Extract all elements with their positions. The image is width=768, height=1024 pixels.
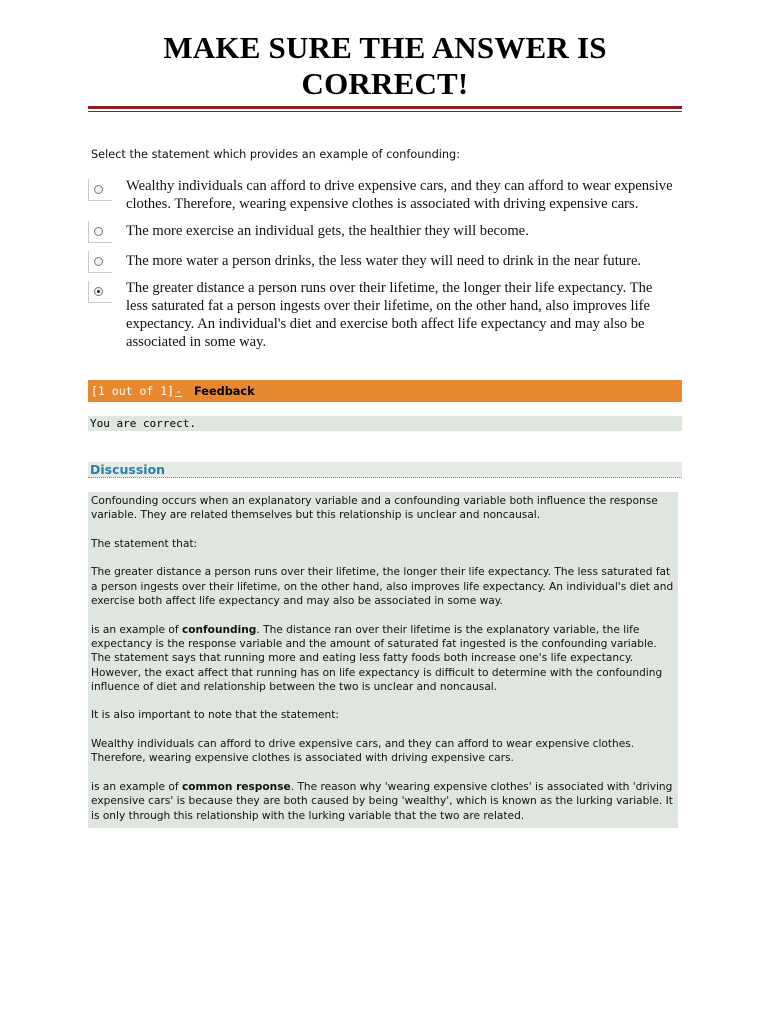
feedback-label: Feedback bbox=[194, 384, 255, 398]
option-text-2: The more exercise an individual gets, the healthier they will become. bbox=[126, 223, 529, 239]
radio-button-option-2[interactable] bbox=[88, 221, 112, 243]
feedback-bar bbox=[88, 380, 682, 402]
paragraph-7-rest: . The reason why 'wearing expensive clothes' is associated with 'driving expensive cars' is because they are both caused by being 'wealthy', which is known as the lurking variable. It is only through this relationship with the lurking variable that the two are related. bbox=[91, 780, 673, 822]
discussion-paragraph-6: Wealthy individuals can afford to drive expensive cars, and they can afford to wear expensive clothes. Therefore, wearing expensive clothes is associated with driving expensive cars. bbox=[91, 738, 635, 765]
answer-option-4[interactable] bbox=[88, 279, 682, 351]
answer-option-3[interactable] bbox=[88, 249, 682, 273]
option-text-1: Wealthy individuals can afford to drive expensive cars, and they can afford to wear expensive clothes. Therefore, wearing expensive clothes is associated with driving expensive cars. bbox=[126, 178, 673, 212]
discussion-paragraph-7 bbox=[91, 780, 676, 823]
radio-unchecked-icon[interactable] bbox=[94, 227, 103, 236]
question-prompt: Select the statement which provides an example of confounding: bbox=[91, 148, 461, 161]
term-common-response: common response bbox=[181, 780, 291, 793]
discussion-paragraph-2: The statement that: bbox=[91, 537, 198, 550]
answer-options bbox=[88, 177, 682, 351]
page-title: MAKE SURE THE ANSWER IS CORRECT! bbox=[163, 30, 607, 101]
discussion-paragraph-4 bbox=[91, 623, 676, 694]
radio-button-option-4[interactable] bbox=[88, 281, 112, 303]
discussion-body bbox=[88, 492, 678, 828]
term-confounding: confounding bbox=[181, 623, 257, 636]
paragraph-4-rest: . The distance ran over their lifetime is the explanatory variable, the life expectancy is the response variable and the amount of saturated fat ingested is the confounding variable. The statement says that running more and eating less fatty foods both increase one's life expectancy. However, the exact affect that running has on life expectancy is difficult to determine with the confounding influence of diet and relationship between the two is unclear and noncausal. bbox=[91, 623, 663, 693]
discussion-paragraph-5: It is also important to note that the statement: bbox=[91, 709, 339, 722]
option-text-4: The greater distance a person runs over their lifetime, the longer their life expectancy. The less saturated fat a person ingests over their lifetime, on the other hand, also improves life expectancy. An individual's diet and exercise both affect life expectancy and may also be associated in some way. bbox=[126, 280, 653, 350]
quiz-page bbox=[88, 0, 682, 822]
discussion-heading: Discussion bbox=[88, 462, 682, 478]
paragraph-7-prefix: is an example of bbox=[91, 780, 182, 793]
option-text-3: The more water a person drinks, the less water they will need to drink in the near future. bbox=[126, 253, 642, 269]
discussion-paragraph-1: Confounding occurs when an explanatory variable and a confounding variable both influence the response variable. They are related themselves but this relationship is unclear and noncausal. bbox=[91, 495, 658, 522]
radio-unchecked-icon[interactable] bbox=[94, 185, 103, 194]
title-divider-thin bbox=[88, 111, 682, 112]
answer-option-2[interactable] bbox=[88, 219, 682, 243]
discussion-paragraph-3: The greater distance a person runs over their lifetime, the longer their life expectancy. The less saturated fat a person ingests over their lifetime, on the other hand, also improves life expectancy. An individual's diet and exercise both affect life expectancy and may also be associated in some way. bbox=[91, 566, 674, 608]
score-label: [1 out of 1] bbox=[91, 384, 175, 398]
feedback-toggle-link[interactable]: - bbox=[175, 384, 183, 398]
radio-button-option-3[interactable] bbox=[88, 251, 112, 273]
paragraph-4-prefix: is an example of bbox=[91, 623, 182, 636]
title-divider-thick bbox=[88, 106, 682, 109]
radio-unchecked-icon[interactable] bbox=[94, 257, 103, 266]
feedback-message: You are correct. bbox=[88, 416, 682, 431]
radio-button-option-1[interactable] bbox=[88, 179, 112, 201]
answer-option-1[interactable] bbox=[88, 177, 682, 213]
radio-checked-icon[interactable] bbox=[94, 287, 103, 296]
